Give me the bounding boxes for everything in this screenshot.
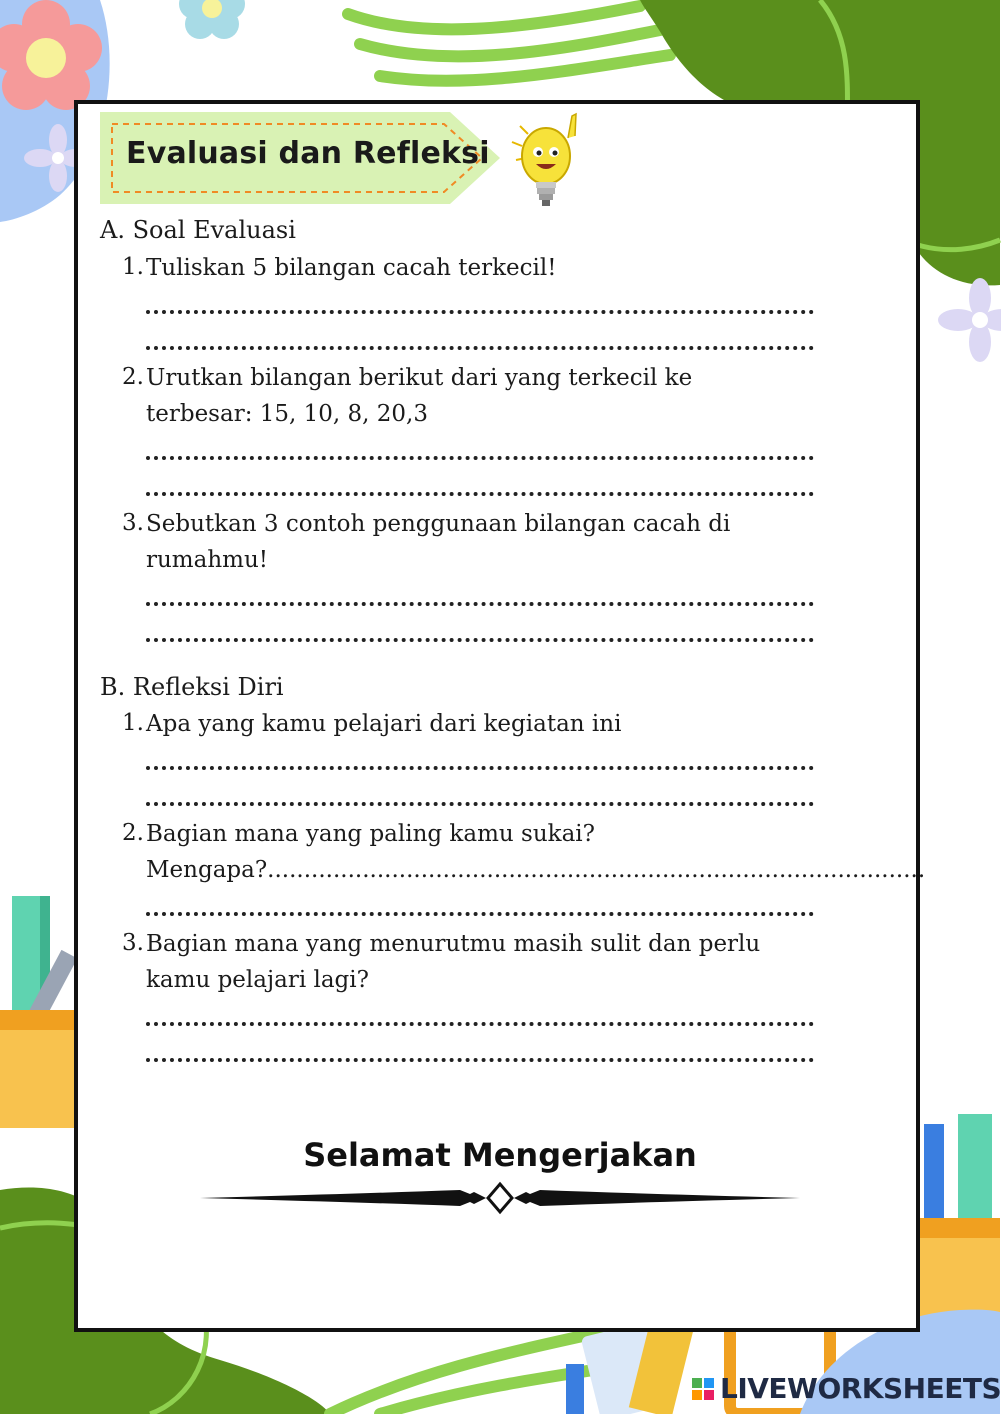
page-title: Evaluasi dan Refleksi [126,136,490,171]
question-number: 1. [122,710,144,736]
watermark [692,1372,1001,1405]
question-number: 3. [122,510,144,536]
lightbulb-icon [508,108,588,212]
lilac-flower-icon-right [938,278,1001,362]
answer-line[interactable] [146,766,814,770]
section-a-heading: A. Soal Evaluasi [100,216,296,244]
divider-ornament [200,1180,800,1216]
answer-line[interactable] [146,456,814,460]
section-b-heading: B. Refleksi Diri [100,673,284,701]
answer-line[interactable] [146,492,814,496]
question-text: Bagian mana yang menurutmu masih sulit dan perlu kamu pelajari lagi? [146,931,761,993]
answer-line[interactable] [146,638,814,642]
green-strokes-top [348,6,670,81]
blue-flower-icon [179,0,245,39]
answer-line[interactable] [146,602,814,606]
question-number: 1. [122,254,144,280]
closing-message: Selamat Mengerjakan [303,1136,697,1174]
answer-line[interactable] [146,802,814,806]
answer-line[interactable] [146,346,814,350]
answer-line[interactable] [146,1058,814,1062]
question-number: 2. [122,820,144,846]
answer-line[interactable] [146,912,814,916]
question-number: 2. [122,364,144,390]
question-text: Bagian mana yang paling kamu sukai? [146,821,595,847]
question-text: Sebutkan 3 contoh penggunaan bilangan cacah di rumahmu! [146,511,731,573]
liveworksheets-logo-icon [692,1378,714,1400]
question-text-continued: Mengapa?.......................................................................................... [146,857,926,883]
watermark-text: LIVEWORKSHEETS [720,1372,1001,1405]
question-text: Urutkan bilangan berikut dari yang terkecil ke terbesar: 15, 10, 8, 20,3 [146,365,693,427]
question-text: Apa yang kamu pelajari dari kegiatan ini [146,711,622,737]
answer-line[interactable] [146,310,814,314]
answer-line[interactable] [146,1022,814,1026]
question-number: 3. [122,930,144,956]
question-text: Tuliskan 5 bilangan cacah terkecil! [146,255,557,281]
